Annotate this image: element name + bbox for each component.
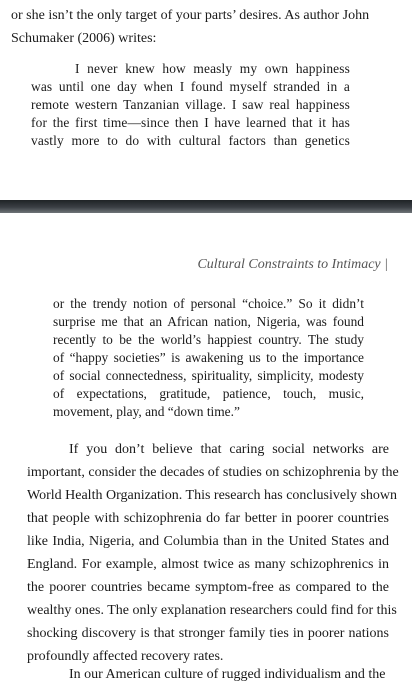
block-quote (53, 295, 364, 421)
running-head: Cultural Constraints to Intimacy | (197, 257, 388, 272)
quote-line: recently to be the world’s happiest country. The study (53, 332, 364, 347)
cut-off-text-line (27, 663, 389, 682)
lower-book-page (0, 213, 412, 682)
text-line: wealthy ones. The only explanation researchers could find for this (27, 603, 397, 618)
quote-line: of “happy societies” is awakening us to the importance (53, 350, 364, 365)
text-line: Schumaker (2006) writes: (11, 31, 157, 46)
text-line: shocking discovery is that stronger family ties in poorer nations (27, 626, 389, 641)
text-line: that people with schizophrenia do far better in poorer countries (27, 511, 389, 526)
text-line: England. For example, almost twice as many schizophrenics in (27, 557, 389, 572)
text-line: In our American culture of rugged individualism and the (69, 667, 386, 682)
page-divider (0, 200, 412, 213)
quote-line: was until one day when I found myself stranded in a (31, 79, 350, 94)
text-line: important, consider the decades of studies on schizophrenia by the (27, 465, 399, 480)
quote-line: for the first time—since then I have learned that it has (31, 115, 350, 130)
block-quote (31, 60, 350, 150)
quote-line: I never knew how measly my own happiness (75, 61, 350, 76)
upper-book-page (0, 0, 412, 200)
quote-line: surprise me that an African nation, Nigeria, was found (53, 314, 364, 329)
quote-line: or the trendy notion of personal “choice.” So it didn’t (53, 296, 364, 311)
text-line: like India, Nigeria, and Columbia than in the United States and (27, 534, 389, 549)
text-line: or she isn’t the only target of your parts’ desires. As author John (11, 8, 370, 23)
text-line: If you don’t believe that caring social networks are (69, 442, 389, 457)
text-line: World Health Organization. This research has conclusively shown (27, 488, 398, 503)
quote-line: of social connectedness, spirituality, simplicity, modesty (53, 368, 364, 383)
quote-line: of expectations, gratitude, patience, touch, music, (53, 386, 364, 401)
quote-line: remote western Tanzanian village. I saw real happiness (31, 97, 350, 112)
body-paragraph (27, 438, 399, 668)
quote-line: vastly more to do with cultural factors than genetics (31, 133, 350, 148)
body-paragraph (11, 4, 391, 50)
text-line: profoundly affected recovery rates. (27, 649, 224, 664)
text-line: the poorer countries became symptom-free as compared to the (27, 580, 389, 595)
quote-line: movement, play, and “down time.” (53, 404, 240, 419)
